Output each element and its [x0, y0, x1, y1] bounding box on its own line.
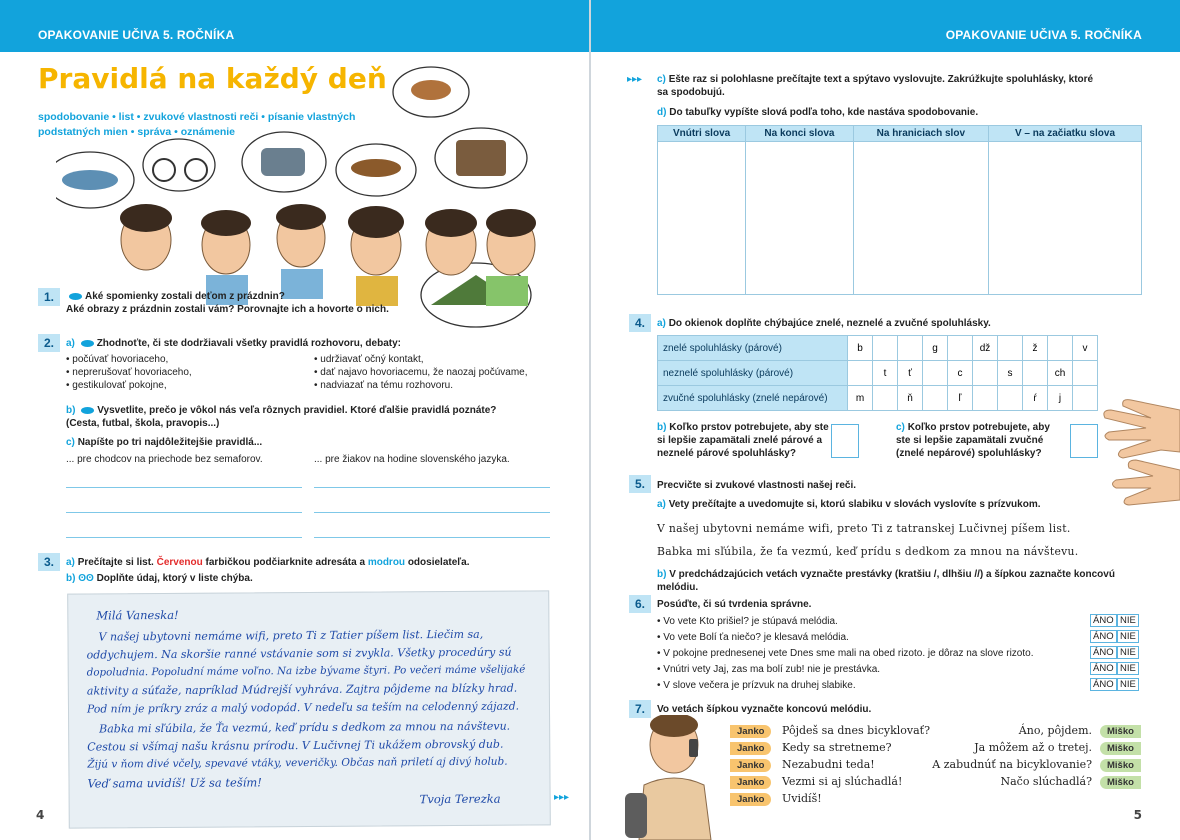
letter-line: V našej ubytovni nemáme wifi, preto Ti z Tatier píšem list. Liečim sa,: [98, 627, 484, 644]
exercise-2a-text: a) Zhodnoťte, či ste dodržiavali všetky pravidlá rozhovoru, debaty:: [66, 338, 401, 349]
letter-line: Babka mi sľúbila, že Ťa vezmú, keď prídu s dedkom za mnou na návštevu.: [99, 719, 511, 736]
janko-line: Vezmi si aj slúchadlá!: [782, 775, 903, 788]
janko-line: Kedy sa stretneme?: [782, 741, 892, 754]
letter-line: oddychujem. Na skoršie ranné vstávanie som si zvykla. Všetky procedúry sú: [86, 645, 512, 662]
exercise-3d-text: d) Do tabuľky vypíšte slová podľa toho, kde nastáva spodobovanie.: [657, 107, 979, 118]
exercise-1-number: 1.: [38, 288, 60, 306]
table-header: Na konci slova: [746, 126, 854, 142]
page-number: 4: [36, 808, 45, 822]
running-head: OPAKOVANIE UČIVA 5. ROČNÍKA: [38, 28, 235, 42]
letter-box[interactable]: dž: [973, 336, 998, 361]
letter-box[interactable]: [1023, 361, 1048, 386]
yes-option[interactable]: ÁNO: [1090, 678, 1117, 691]
table-row: [658, 386, 1098, 411]
letter-box[interactable]: ž: [1023, 336, 1048, 361]
page-subtitle: spodobovanie • list • zvukové vlastnosti reči • písanie vlastných podstatných mien • správa • oznámenie: [38, 111, 356, 138]
letter-box[interactable]: s: [998, 361, 1023, 386]
writing-line[interactable]: [314, 487, 550, 488]
no-option[interactable]: NIE: [1117, 646, 1139, 659]
writing-line[interactable]: [66, 512, 302, 513]
running-head: OPAKOVANIE UČIVA 5. ROČNÍKA: [945, 28, 1142, 42]
handwritten-letter: [67, 590, 551, 828]
exercise-6-number: 6.: [629, 595, 651, 613]
yes-option[interactable]: ÁNO: [1090, 662, 1117, 675]
letter-box[interactable]: [873, 336, 898, 361]
exercise-7-title: Vo vetách šípkou vyznačte koncovú melódiu.: [657, 704, 872, 715]
letter-box[interactable]: [898, 336, 923, 361]
letter-box[interactable]: ť: [898, 361, 923, 386]
lips-icon: [81, 407, 94, 414]
letter-box[interactable]: ch: [1048, 361, 1073, 386]
yes-option[interactable]: ÁNO: [1090, 614, 1117, 627]
exercise-6-title: Posúďte, či sú tvrdenia správne.: [657, 599, 812, 610]
exercise-4b-text: b) Koľko prstov potrebujete, aby ste si lepšie zapamätali znelé párové a neznelé párové spoluhlásky?: [657, 422, 829, 459]
exercise-2b-text: b) Vysvetlite, prečo je vôkol nás veľa rôznych pravidiel. Ktoré ďalšie pravidlá poznáte? (Cesta, futbal, škola, pravopis...): [66, 405, 497, 429]
speaker-janko: Janko: [730, 759, 771, 772]
next-page-arrows: ▸▸▸: [554, 792, 570, 803]
misko-line: Načo slúchadlá?: [1000, 775, 1092, 788]
exercise-2c-right-prompt: ... pre žiakov na hodine slovenského jazyka.: [314, 454, 510, 465]
exercise-4-number: 4.: [629, 314, 651, 332]
speaker-misko: Miško: [1100, 742, 1141, 755]
letter-box[interactable]: ň: [898, 386, 923, 411]
letter-line: Milá Vaneska!: [96, 607, 179, 623]
misko-line: A zabudnúť na bicyklovanie?: [932, 758, 1092, 771]
exercise-3-number: 3.: [38, 553, 60, 571]
header-bar: [591, 0, 1180, 52]
letter-box[interactable]: c: [948, 361, 973, 386]
letter-line: aktivity a súťaže, napríklad Múdrejší vyhráva. Zajtra pôjdeme na blízky hrad.: [86, 681, 518, 698]
table-header: Vnútri slova: [658, 126, 746, 142]
exercise-3c-text: c) Ešte raz si polohlasne prečítajte text a spýtavo vyslovujte. Zakrúžkujte spoluhlásky, ktoré sa spodobujú.: [657, 74, 1094, 98]
table-cell[interactable]: [853, 142, 988, 295]
no-option[interactable]: NIE: [1117, 678, 1139, 691]
speaker-misko: Miško: [1100, 725, 1141, 738]
speaker-janko: Janko: [730, 776, 771, 789]
sentence-1: V našej ubytovni nemáme wifi, preto Ti z tatranskej Lučivnej píšem list.: [657, 522, 1071, 535]
page-number: 5: [1133, 808, 1142, 822]
letter-box[interactable]: [973, 361, 998, 386]
exercise-3b-text: b) ʘʘ Doplňte údaj, ktorý v liste chýba.: [66, 573, 253, 584]
letter-box[interactable]: [973, 386, 998, 411]
left-page: [0, 0, 589, 840]
exercise-6-statements: • Vo vete Kto prišiel? je stúpavá melódia. • Vo vete Bolí ťa niečo? je klesavá melódia. • V pokojne prednesenej vete Dnes sme mali na obed rizoto. je dôraz na slove rizoto. • Vnútri vety Jaj, zas ma bolí zub! nie je prestávka. • V slove večera je prízvuk na druhej slabike.: [657, 616, 1034, 691]
table-header: V – na začiatku slova: [988, 126, 1141, 142]
letter-line: Veď sama uvidíš! Už sa teším!: [87, 775, 262, 791]
row-label: zvučné spoluhlásky (znelé nepárové): [658, 386, 848, 411]
speaker-janko: Janko: [730, 793, 771, 806]
janko-line: Uvidíš!: [782, 792, 822, 805]
header-bar: [0, 0, 589, 52]
letter-line: Pod ním je príkry zráz a malý vodopád. V nedeľu sa teším na celodenný zájazd.: [86, 699, 520, 716]
no-option[interactable]: NIE: [1117, 614, 1139, 627]
speaker-janko: Janko: [730, 742, 771, 755]
yes-option[interactable]: ÁNO: [1090, 646, 1117, 659]
no-option[interactable]: NIE: [1117, 662, 1139, 675]
letter-box[interactable]: v: [1073, 336, 1098, 361]
writing-line[interactable]: [314, 512, 550, 513]
exercise-1-text: Aké spomienky zostali deťom z prázdnin? Aké obrazy z prázdnin zostali vám? Porovnajte ich a hovorte o nich.: [66, 291, 389, 315]
right-page: [591, 0, 1180, 840]
letter-line: Cestou si všímaj našu krásnu prírodu. V Lučivnej Ti ukážem obrovský dub.: [87, 737, 504, 754]
exercise-5b-text: b) V predchádzajúcich vetách vyznačte prestávky (kratšiu /, dlhšiu //) a šípkou zaznačte koncovú melódiu.: [657, 569, 1115, 593]
exercise-2c-left-prompt: ... pre chodcov na priechode bez semaforov.: [66, 454, 263, 465]
janko-line: Nezabudni teda!: [782, 758, 875, 771]
exercise-4c-text: c) Koľko prstov potrebujete, aby ste si lepšie zapamätali zvučné (znelé nepárové) spoluhlásky?: [896, 422, 1050, 459]
exercise-5a-text: a) Vety prečítajte a uvedomujte si, ktorú slabiku v slovách vyslovíte s prízvukom.: [657, 499, 1041, 510]
letter-box[interactable]: [998, 336, 1023, 361]
exercise-2-bullets-right: • udržiavať očný kontakt, • dať najavo hovoriacemu, že naozaj počúvame, • nadviazať na tému rozhovoru.: [314, 354, 528, 391]
glasses-icon: ʘʘ: [78, 573, 94, 584]
spodobovanie-table: [657, 125, 1142, 295]
letter-box[interactable]: [948, 336, 973, 361]
exercise-4a-text: a) Do okienok doplňte chýbajúce znelé, neznelé a zvučné spoluhlásky.: [657, 318, 991, 329]
exercise-5-title: Precvičte si zvukové vlastnosti našej reči.: [657, 480, 856, 491]
sentence-2: Babka mi sľúbila, že ťa vezmú, keď prídu s dedkom za mnou na návštevu.: [657, 545, 1079, 558]
boy-on-phone-illustration: [619, 715, 729, 840]
letter-line: dopoludnia. Popoludní máme voľno. Na izbe bývame štyri. Po večeri máme všelijaké: [86, 663, 526, 679]
table-row: [658, 361, 1098, 386]
misko-line: Áno, pôjdem.: [1018, 724, 1092, 737]
letter-box[interactable]: [923, 386, 948, 411]
row-label: znelé spoluhlásky (párové): [658, 336, 848, 361]
letter-box[interactable]: g: [923, 336, 948, 361]
table-row: [658, 336, 1098, 361]
misko-line: Ja môžem až o tretej.: [974, 741, 1092, 754]
letter-box[interactable]: ľ: [948, 386, 973, 411]
answer-box-4c[interactable]: [1070, 424, 1098, 458]
speaker-misko: Miško: [1100, 759, 1141, 772]
yes-option[interactable]: ÁNO: [1090, 630, 1117, 643]
exercise-2c-text: c) Napíšte po tri najdôležitejšie pravidlá...: [66, 437, 263, 448]
answer-box-4b[interactable]: [831, 424, 859, 458]
lips-icon: [81, 340, 94, 347]
continue-arrows: ▸▸▸: [627, 74, 643, 85]
exercise-7-number: 7.: [629, 700, 651, 718]
letter-box[interactable]: ŕ: [1023, 386, 1048, 411]
exercise-2-number: 2.: [38, 334, 60, 352]
letter-box[interactable]: m: [848, 386, 873, 411]
exercise-5-number: 5.: [629, 475, 651, 493]
writing-line[interactable]: [314, 537, 550, 538]
letter-box[interactable]: [848, 361, 873, 386]
letter-box[interactable]: [998, 386, 1023, 411]
letter-box[interactable]: [923, 361, 948, 386]
lips-icon: [69, 293, 82, 300]
letter-box[interactable]: [1048, 336, 1073, 361]
letter-box[interactable]: t: [873, 361, 898, 386]
writing-line[interactable]: [66, 487, 302, 488]
letter-box[interactable]: j: [1048, 386, 1073, 411]
speaker-misko: Miško: [1100, 776, 1141, 789]
no-option[interactable]: NIE: [1117, 630, 1139, 643]
letter-signature: Tvoja Terezka: [419, 791, 501, 807]
letter-box[interactable]: b: [848, 336, 873, 361]
table-header: Na hraniciach slov: [853, 126, 988, 142]
writing-line[interactable]: [66, 537, 302, 538]
speaker-janko: Janko: [730, 725, 771, 738]
janko-line: Pôjdeš sa dnes bicyklovať?: [782, 724, 930, 737]
exercise-2-bullets-left: • počúvať hovoriaceho, • neprerušovať hovoriaceho, • gestikulovať pokojne,: [66, 354, 192, 391]
table-cell[interactable]: [988, 142, 1141, 295]
row-label: neznelé spoluhlásky (párové): [658, 361, 848, 386]
table-cell[interactable]: [746, 142, 854, 295]
page-title: Pravidlá na každý deň: [38, 62, 387, 95]
letter-box[interactable]: [873, 386, 898, 411]
consonant-table: [657, 335, 1098, 411]
exercise-3a-text: a) Prečítajte si list. Červenou farbičkou podčiarknite adresáta a modrou odosielateľa.: [66, 557, 470, 568]
table-cell[interactable]: [658, 142, 746, 295]
letter-line: Žijú v ňom divé včely, spevavé vtáky, veveričky. Občas naň priletí aj divý holub.: [87, 755, 508, 771]
